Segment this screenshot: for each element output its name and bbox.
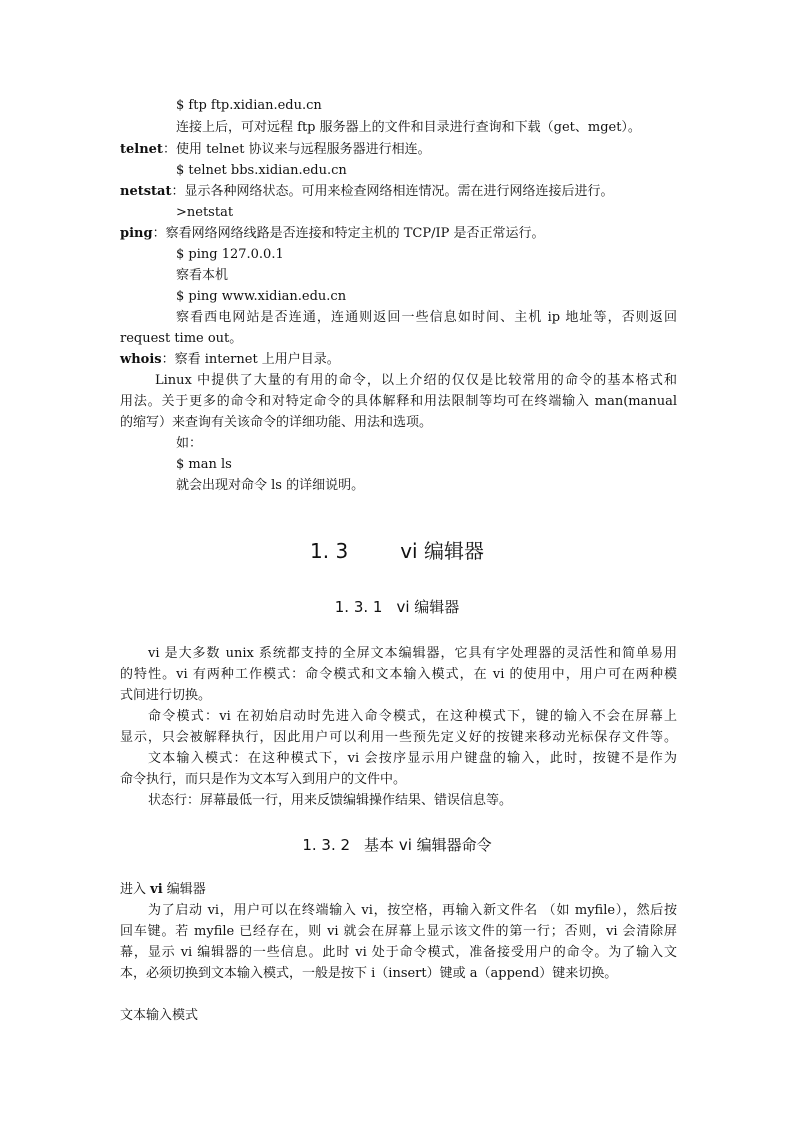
status-line-paragraph: 状态行：屏幕最低一行，用来反馈编辑操作结果、错误信息等。	[148, 793, 513, 808]
section-heading-1-3-2	[0, 834, 794, 856]
vi-intro-line2: 的特性。vi 有两种工作模式：命令模式和文本输入模式，在 vi 的使用中，用户可在两种模	[120, 667, 677, 682]
start-vi-line2: 回车键。若 myfile 已经存在，则 vi 就会在屏幕上显示该文件的第一行；否则，vi 会清除屏	[120, 924, 677, 939]
netstat-term: netstat	[120, 184, 172, 199]
section-title: vi 编辑器	[400, 539, 484, 563]
telnet-entry	[120, 140, 431, 160]
section-number: 1. 3	[310, 539, 349, 563]
whois-description: ：察看 internet 上用户目录。	[161, 352, 340, 367]
command-mode-line2: 显示，只会被解释执行，因此用户可以利用一些预先定义好的按键来移动光标保存文件等。	[120, 730, 677, 745]
linux-paragraph-line1: Linux 中提供了大量的有用的命令，以上介绍的仅仅是比较常用的命令的基本格式和	[155, 373, 677, 388]
ping-command-remote: $ ping www.xidian.edu.cn	[176, 289, 347, 304]
start-vi-line4: 本，必须切换到文本输入模式，一般是按下 i（insert）键或 a（append）键来切换。	[120, 966, 618, 981]
telnet-description: ：使用 telnet 协议来与远程服务器进行相连。	[162, 142, 431, 157]
subsection-number: 1. 3. 1	[334, 598, 383, 616]
netstat-description: ：显示各种网络状态。可用来检查网络相连情况。需在进行网络连接后进行。	[171, 184, 614, 199]
start-vi-line3: 幕，显示 vi 编辑器的一些信息。此时 vi 处于命令模式，准备接受用户的命令。为了输入文	[120, 945, 677, 960]
enter-vi-heading	[120, 880, 206, 900]
ping-entry	[120, 224, 544, 244]
enter-vi-bold: vi	[150, 882, 163, 897]
telnet-term: telnet	[120, 142, 163, 157]
section-heading-1-3	[0, 537, 794, 565]
enter-vi-prefix: 进入	[120, 882, 151, 897]
subsection-number: 1. 3. 2	[302, 836, 351, 854]
vi-intro-line1: vi 是大多数 unix 系统都支持的全屏文本编辑器，它具有字处理器的灵活性和简单易用	[148, 646, 677, 661]
example-label: 如：	[176, 436, 203, 451]
telnet-command: $ telnet bbs.xidian.edu.cn	[176, 163, 347, 178]
start-vi-line1: 为了启动 vi，用户可以在终端输入 vi，按空格，再输入新文件名 （如 myfile），然后按	[148, 903, 677, 918]
ping-term: ping	[120, 226, 153, 241]
enter-vi-suffix: 编辑器	[162, 882, 206, 897]
ping-note-local: 察看本机	[176, 268, 229, 283]
netstat-entry	[120, 182, 614, 202]
section-heading-1-3-1	[0, 596, 794, 618]
linux-paragraph-line3: 的缩写）来查询有关该命令的详细功能、用法和选项。	[120, 415, 433, 430]
whois-term: whois	[120, 352, 162, 367]
subsection-title: 基本 vi 编辑器命令	[364, 836, 492, 854]
ping-description: ：察看网络网络线路是否连接和特定主机的 TCP/IP 是否正常运行。	[152, 226, 545, 241]
whois-entry	[120, 350, 340, 370]
text-mode-line2: 命令执行，而只是作为文本写入到用户的文件中。	[120, 772, 407, 787]
linux-paragraph-line2: 用法。关于更多的命令和对特定命令的具体解释和用法限制等均可在终端输入 man(manual	[120, 394, 677, 409]
text-mode-line1: 文本输入模式：在这种模式下，vi 会按序显示用户键盘的输入，此时，按键不是作为	[148, 751, 677, 766]
netstat-command: >netstat	[176, 205, 234, 220]
vi-intro-line3: 式间进行切换。	[120, 688, 212, 703]
subsection-title: vi 编辑器	[396, 598, 460, 616]
ftp-description: 连接上后，可对远程 ftp 服务器上的文件和目录进行查询和下载（get、mget）。	[176, 120, 641, 135]
example-result: 就会出现对命令 ls 的详细说明。	[176, 478, 365, 493]
ftp-command: $ ftp ftp.xidian.edu.cn	[176, 98, 322, 113]
command-mode-line1: 命令模式：vi 在初始启动时先进入命令模式，在这种模式下，键的输入不会在屏幕上	[148, 709, 677, 724]
ping-command-local: $ ping 127.0.0.1	[176, 247, 284, 262]
example-command: $ man ls	[176, 457, 232, 472]
text-input-mode-heading: 文本输入模式	[120, 1008, 199, 1023]
ping-note-remote-cont: request time out。	[120, 331, 243, 346]
ping-note-remote: 察看西电网站是否连通，连通则返回一些信息如时间、主机 ip 地址等，否则返回	[176, 310, 677, 325]
